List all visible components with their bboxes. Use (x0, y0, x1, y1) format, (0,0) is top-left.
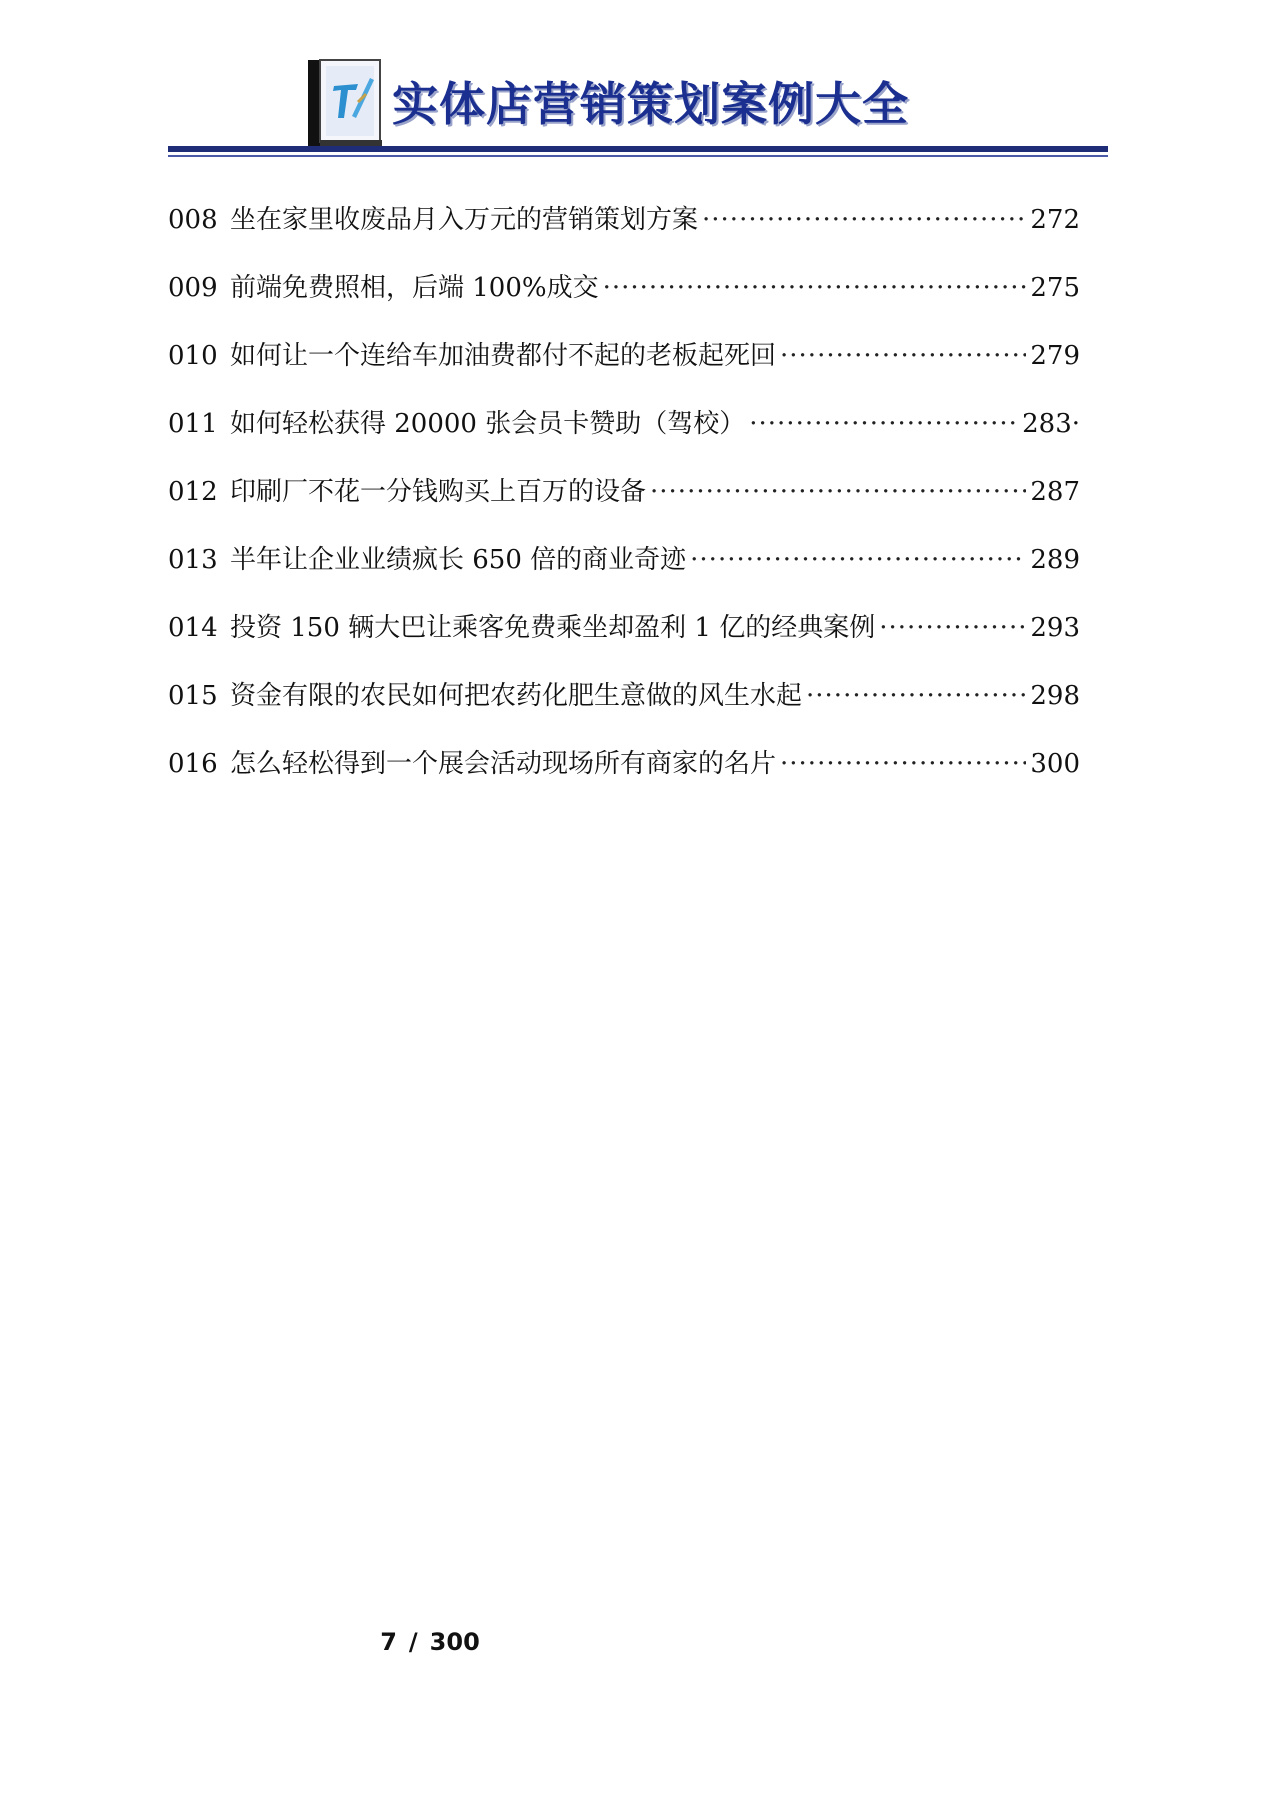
toc-entry[interactable] (168, 608, 1080, 676)
toc-leader-dots (780, 744, 1026, 784)
toc-entry[interactable] (168, 268, 1080, 336)
document-title: 实体店营销策划案例大全 (392, 77, 909, 131)
toc-entry-number: 016 (168, 749, 218, 779)
toc-entry-number: 014 (168, 613, 218, 643)
toc-entry-page: 300 (1030, 749, 1080, 779)
toc-entry-title: 怎么轻松得到一个展会活动现场所有商家的名片 (230, 749, 777, 779)
toc-entry-title: 如何轻松获得 20000 张会员卡赞助（驾校） (230, 409, 746, 439)
header-rule (168, 146, 1108, 152)
book-logo-icon (308, 56, 386, 148)
toc-entry[interactable] (168, 200, 1080, 268)
page-number-footer (0, 1628, 860, 1656)
toc-entry-page: 275 (1030, 273, 1080, 303)
toc-entry-page: 272 (1030, 205, 1080, 235)
toc-entry-page: 279 (1030, 341, 1080, 371)
toc-entry[interactable] (168, 676, 1080, 744)
toc-entry-title: 坐在家里收废品月入万元的营销策划方案 (230, 205, 699, 235)
toc-entry-number: 012 (168, 477, 218, 507)
toc-leader-dots (650, 472, 1026, 512)
toc-leader-dots (749, 404, 1018, 444)
toc-entry-page: 289 (1030, 545, 1080, 575)
page-header (168, 56, 1108, 160)
toc-leader-dots (806, 676, 1026, 716)
toc-entry[interactable] (168, 472, 1080, 540)
toc-entry[interactable] (168, 336, 1080, 404)
toc-entry[interactable] (168, 744, 1080, 812)
toc-entry-title: 前端免费照相，后端 100%成交 (230, 273, 599, 303)
toc-leader-dots (690, 540, 1026, 580)
toc-entry-title: 半年让企业业绩疯长 650 倍的商业奇迹 (230, 545, 687, 575)
table-of-contents (168, 200, 1080, 812)
toc-entry-title: 投资 150 辆大巴让乘客免费乘坐却盈利 1 亿的经典案例 (230, 613, 876, 643)
toc-entry-number: 013 (168, 545, 218, 575)
header-rule-thin (168, 155, 1108, 157)
toc-leader-dots (702, 200, 1026, 240)
toc-entry[interactable] (168, 404, 1080, 472)
toc-entry-page: 293 (1030, 613, 1080, 643)
toc-leader-dots (879, 608, 1026, 648)
toc-entry-number: 015 (168, 681, 218, 711)
toc-entry-page: 283· (1022, 409, 1080, 439)
toc-entry-number: 011 (168, 409, 218, 439)
total-pages-number: 300 (429, 1628, 480, 1656)
toc-entry-title: 资金有限的农民如何把农药化肥生意做的风生水起 (230, 681, 803, 711)
toc-entry-number: 008 (168, 205, 218, 235)
toc-entry-number: 009 (168, 273, 218, 303)
page-separator: / (408, 1628, 418, 1656)
toc-entry-page: 298 (1030, 681, 1080, 711)
toc-entry-title: 印刷厂不花一分钱购买上百万的设备 (230, 477, 647, 507)
toc-leader-dots (603, 268, 1027, 308)
toc-entry-title: 如何让一个连给车加油费都付不起的老板起死回 (230, 341, 777, 371)
toc-leader-dots (780, 336, 1026, 376)
toc-entry[interactable] (168, 540, 1080, 608)
current-page-number: 7 (380, 1628, 397, 1656)
toc-entry-page: 287 (1030, 477, 1080, 507)
toc-entry-number: 010 (168, 341, 218, 371)
